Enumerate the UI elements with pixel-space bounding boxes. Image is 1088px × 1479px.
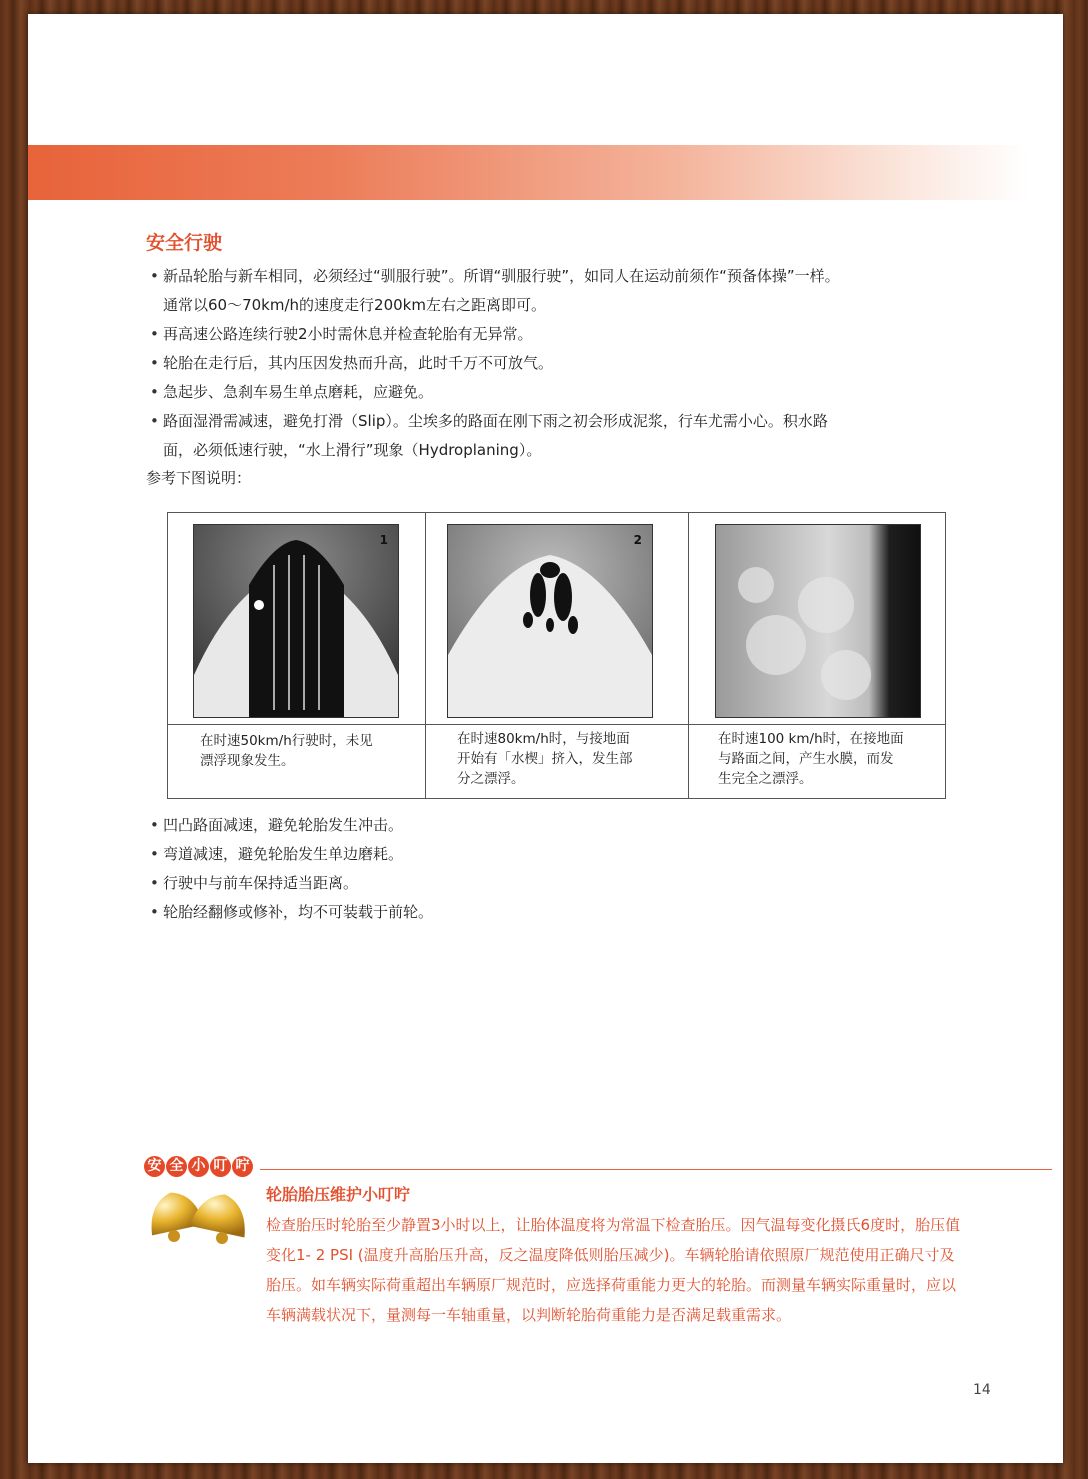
tip-divider [260,1169,1052,1170]
bullet-list-top [146,262,846,465]
tip-body: 检查胎压时轮胎至少静置3小时以上，让胎体温度将为常温下检查胎压。因气温每变化摄氏6度时，胎压值变化1- 2 PSI (温度升高胎压升高，反之温度降低则胎压减少)。车辆轮胎请依照原厂规范使用正确尺寸及胎压。如车辆实际荷重超出车辆原厂规范时，应选择荷重能力更大的轮胎。而测量车辆实际重量时，应以车辆满载状况下，量测每一车轴重量，以判断轮胎荷重能力是否满足载重需求。 [266,1216,961,1324]
reference-note: 参考下图说明： [146,469,252,487]
page-number: 14 [973,1382,991,1398]
badge-char: 咛 [232,1156,253,1177]
list-item: • 轮胎在走行后，其内压因发热而升高，此时千万不可放气。 [146,349,846,378]
list-item: • 凹凸路面减速，避免轮胎发生冲击。 [146,811,846,840]
tire-contact-photo-2 [447,524,653,718]
list-item: • 新品轮胎与新车相同，必须经过“驯服行驶”。所谓“驯服行驶”，如同人在运动前须作“预备体操”一样。通常以60～70km/h的速度走行200km左右之距离即可。 [146,262,846,320]
list-item: • 再高速公路连续行驶2小时需休息并检查轮胎有无异常。 [146,320,846,349]
figure-cell-1 [168,513,426,798]
header-banner [28,145,1028,200]
tire-contact-photo-3 [715,524,921,718]
figure-cell-3 [689,513,945,798]
badge-char: 小 [188,1156,209,1177]
section-title: 安全行驶 [146,232,223,254]
tip-title: 轮胎胎压维护小叮咛 [266,1185,411,1204]
figure-number: 2 [633,533,642,547]
figure-caption: 在时速50km/h行驶时，未见 漂浮现象发生。 [200,733,373,769]
figure-caption: 在时速100 km/h时，在接地面 与路面之间，产生水膜，而发 生完全之漂浮。 [718,731,904,787]
document-page [28,14,1063,1463]
bullet-list-bottom [146,811,846,927]
figure-caption: 在时速80km/h时，与接地面 开始有「水楔」挤入，发生部 分之漂浮。 [457,731,633,787]
list-item: • 弯道减速，避免轮胎发生单边磨耗。 [146,840,846,869]
figure-cell-2 [426,513,689,798]
hydroplaning-figure-table [167,512,946,799]
bells-icon [144,1178,254,1248]
list-item: • 急起步、急刹车易生单点磨耗，应避免。 [146,378,846,407]
tire-contact-photo-1 [193,524,399,718]
badge-char: 全 [166,1156,187,1177]
list-item: • 轮胎经翻修或修补，均不可装载于前轮。 [146,898,846,927]
safety-tip-badge [144,1156,253,1177]
badge-char: 叮 [210,1156,231,1177]
list-item: • 路面湿滑需减速，避免打滑（Slip）。尘埃多的路面在刚下雨之初会形成泥浆，行车尤需小心。积水路面，必须低速行驶，“水上滑行”现象（Hydroplaning）。 [146,407,846,465]
list-item: • 行驶中与前车保持适当距离。 [146,869,846,898]
figure-number: 1 [379,533,388,547]
badge-char: 安 [144,1156,165,1177]
